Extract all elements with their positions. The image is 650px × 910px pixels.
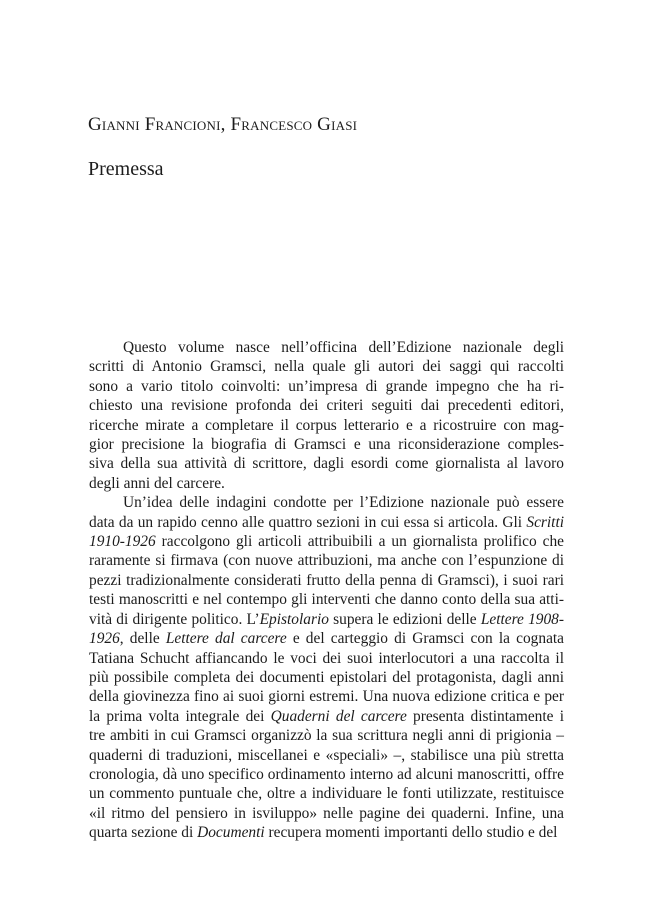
text-line	[89, 610, 564, 629]
text-line	[89, 726, 564, 745]
text-line	[89, 377, 564, 396]
paragraph	[89, 338, 564, 493]
text-run: testi manoscritti e nel contempo gli interventi che danno conto della sua atti-	[89, 591, 564, 609]
text-line	[89, 493, 564, 512]
text-line	[89, 629, 564, 648]
chapter-authors: Gianni Francioni, Francesco Giasi	[88, 114, 358, 135]
italic-title: 1926	[89, 630, 120, 648]
text-line	[89, 338, 564, 357]
text-run: «il ritmo del pensiero in isviluppo» nelle pagine dei quaderni. Infine, una	[89, 804, 564, 822]
text-line	[89, 396, 564, 415]
text-run: pezzi tradizionalmente considerati frutto della penna di Gramsci), i suoi rari	[89, 571, 564, 589]
text-run: quarta sezione di	[89, 824, 198, 842]
text-run: quaderni di traduzioni, miscellanei e «speciali» –, stabilisce una più stretta	[89, 746, 564, 764]
text-run: degli anni del carcere.	[89, 474, 225, 492]
text-run: cronologia, dà uno specifico ordinamento interno ad alcuni manoscritti, offre	[89, 765, 564, 783]
text-line	[89, 765, 564, 784]
text-run: chiesto una revisione profonda dei criteri seguiti dai precedenti editori,	[89, 397, 564, 415]
text-run: Questo volume nasce nell’officina dell’Edizione nazionale degli	[123, 339, 564, 356]
italic-title: Lettere dal carcere	[165, 630, 287, 648]
text-line	[89, 804, 564, 823]
italic-title: Lettere 1908-	[480, 610, 565, 628]
text-run: presenta distintamente i	[406, 707, 564, 725]
text-run: sono a vario titolo coinvolti: un’impresa di grande impegno che ha ri-	[89, 377, 564, 395]
text-run: data da un rapido cenno alle quattro sezioni in cui essa si articola. Gli	[89, 513, 527, 531]
text-line	[89, 435, 564, 454]
italic-title: Documenti	[197, 824, 265, 842]
text-run: scritti di Antonio Gramsci, nella quale gli autori dei saggi qui raccolti	[89, 358, 564, 376]
text-line	[89, 357, 564, 376]
text-line	[89, 474, 564, 493]
text-line	[89, 416, 564, 435]
text-line	[89, 454, 564, 473]
text-line	[89, 687, 564, 706]
text-line	[89, 571, 564, 590]
body-text	[89, 338, 564, 843]
text-run: gior precisione la biografia di Gramsci e una riconsiderazione comples-	[89, 436, 564, 454]
text-run: Tatiana Schucht affiancando le voci dei suoi interlocutori a una raccolta il	[89, 649, 564, 667]
text-line	[89, 668, 564, 687]
text-run: un commento puntuale che, oltre a individuare le fonti utilizzate, restituisce	[89, 785, 564, 803]
text-run: raramente si firmava (con nuove attribuzioni, ma anche con l’espunzione di	[89, 552, 564, 570]
text-run: ricerche mirate a completare il corpus letterario e a ricostruire con mag-	[89, 416, 564, 434]
text-run: raccolgono gli articoli attribuibili a un giornalista prolifico che	[155, 533, 564, 551]
text-line	[89, 513, 564, 532]
text-run: tre ambiti in cui Gramsci organizzò la sua scrittura negli anni di prigionia –	[89, 727, 564, 745]
text-line	[89, 784, 564, 803]
text-run: recupera momenti importanti dello studio e del	[264, 824, 558, 842]
text-line	[89, 590, 564, 609]
text-run: e del carteggio di Gramsci con la cognata	[286, 630, 565, 648]
text-run: Un’idea delle indagini condotte per l’Edizione nazionale può essere	[123, 494, 564, 512]
text-run: della giovinezza fino ai suoi giorni estremi. Una nuova edizione critica e per	[89, 688, 564, 706]
text-line	[89, 707, 564, 726]
italic-title: 1910-1926	[89, 533, 156, 551]
text-run: più possibile completa dei documenti epistolari del protagonista, dagli anni	[89, 668, 564, 686]
text-line	[89, 532, 564, 551]
italic-title: Scritti	[526, 513, 564, 531]
chapter-title: Premessa	[88, 158, 164, 180]
text-run: siva della sua attività di scrittore, dagli esordi come giornalista al lavoro	[89, 455, 564, 473]
text-run: la prima volta integrale dei	[89, 707, 271, 725]
text-run: supera le edizioni delle	[328, 610, 481, 628]
paragraph	[89, 493, 564, 842]
italic-title: Epistolario	[259, 610, 329, 628]
italic-title: Quaderni del carcere	[270, 707, 407, 725]
text-line	[89, 823, 564, 842]
text-line	[89, 649, 564, 668]
text-run: , delle	[119, 630, 166, 648]
text-run: vità di dirigente politico. L’	[89, 610, 260, 628]
text-line	[89, 746, 564, 765]
text-line	[89, 551, 564, 570]
